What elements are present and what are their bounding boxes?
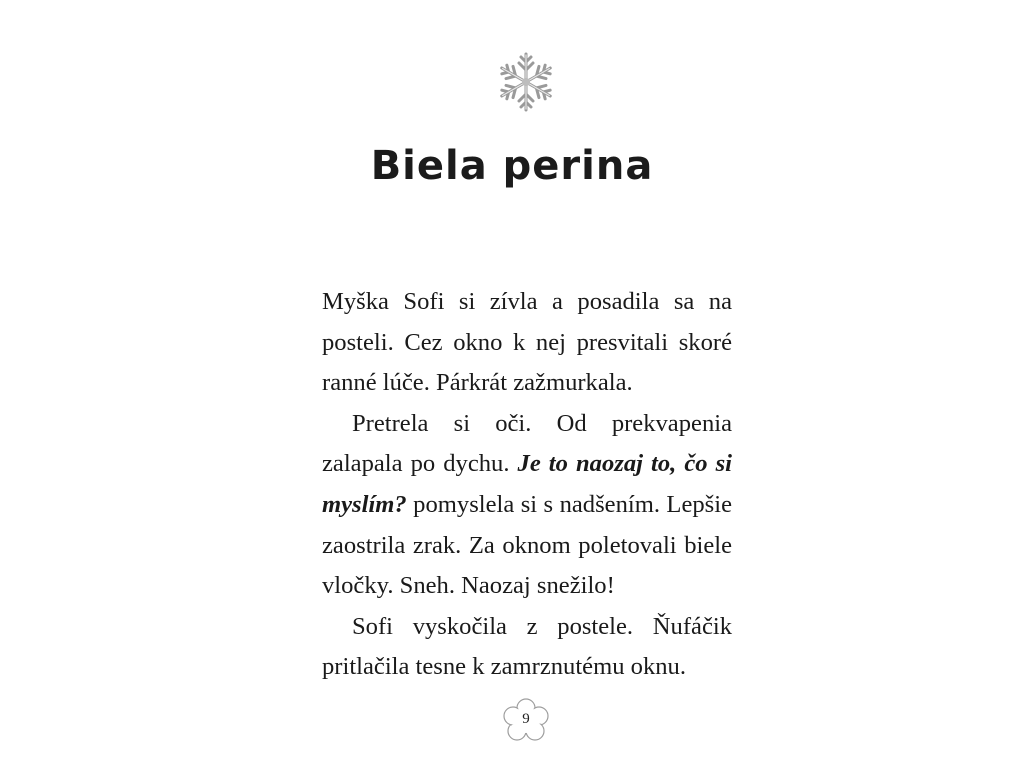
paragraph bbox=[322, 282, 732, 404]
paragraph-thought-italic: Je to naozaj to, čo si myslím? bbox=[322, 450, 733, 518]
paragraph-text: Myška Sofi si zívla a posadila sa na posteli. Cez okno k nej presvitali skoré ranné lúče. Párkrát zažmurkala. bbox=[322, 288, 732, 397]
page-number bbox=[500, 696, 552, 746]
chapter-body bbox=[322, 282, 732, 688]
snowflake-icon bbox=[494, 50, 558, 114]
paragraph bbox=[322, 404, 732, 607]
paragraph bbox=[322, 607, 732, 688]
paragraph-text: Pretrela si oči. Od prekvapenia zalapala po dychu. bbox=[322, 409, 732, 478]
chapter-title: Biela perina bbox=[370, 143, 654, 189]
paragraph-text: pomyslela si s nadšením. Lepšie zaostrila zrak. Za oknom poletovali biele vločky. Sneh. Naozaj snežilo! bbox=[322, 490, 732, 600]
page-number-label: 9 bbox=[522, 711, 530, 727]
paragraph-text: Sofi vyskočila z postele. Ňufáčik pritlačila tesne k zamrznutému oknu. bbox=[322, 612, 732, 681]
